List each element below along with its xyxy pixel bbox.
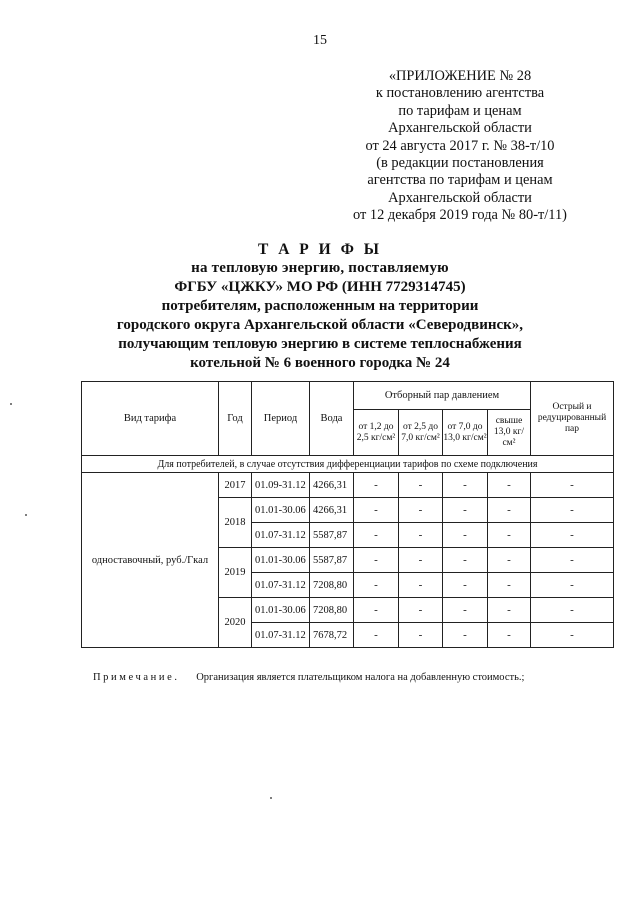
pressure-2-cell: - bbox=[399, 548, 443, 573]
note-label: Примечание. bbox=[93, 672, 180, 683]
reduced-steam-cell: - bbox=[531, 598, 614, 623]
pressure-3-cell: - bbox=[443, 473, 488, 498]
water-cell: 5587,87 bbox=[310, 548, 354, 573]
title-main: Т А Р И Ф Ы bbox=[258, 241, 382, 258]
period-cell: 01.07-31.12 bbox=[252, 523, 310, 548]
header-pressure-3: от 7,0 до 13,0 кг/см² bbox=[443, 410, 488, 456]
pressure-1-cell: - bbox=[354, 598, 399, 623]
pressure-1-cell: - bbox=[354, 473, 399, 498]
scan-speck bbox=[25, 514, 27, 516]
period-cell: 01.01-30.06 bbox=[252, 498, 310, 523]
period-cell: 01.01-30.06 bbox=[252, 598, 310, 623]
pressure-2-cell: - bbox=[399, 498, 443, 523]
tariff-table bbox=[81, 381, 614, 648]
reduced-steam-cell: - bbox=[531, 623, 614, 648]
header-year: Год bbox=[219, 382, 252, 456]
title-line: котельной № 6 военного городка № 24 bbox=[190, 355, 450, 371]
title-line: потребителям, расположенным на территории bbox=[161, 298, 479, 314]
period-cell: 01.09-31.12 bbox=[252, 473, 310, 498]
consumer-group-row: Для потребителей, в случае отсутствия дифференциации тарифов по схеме подключения bbox=[82, 456, 614, 473]
water-cell: 7208,80 bbox=[310, 598, 354, 623]
year-cell: 2018 bbox=[219, 498, 252, 548]
document-title bbox=[60, 240, 580, 373]
appendix-line: (в редакции постановления bbox=[376, 155, 544, 172]
period-cell: 01.01-30.06 bbox=[252, 548, 310, 573]
pressure-4-cell: - bbox=[488, 623, 531, 648]
appendix-line: Архангельской области bbox=[388, 189, 532, 206]
pressure-4-cell: - bbox=[488, 523, 531, 548]
pressure-1-cell: - bbox=[354, 523, 399, 548]
title-line: получающим тепловую энергию в системе теплоснабжения bbox=[118, 336, 522, 352]
year-cell: 2019 bbox=[219, 548, 252, 598]
header-tariff-type: Вид тарифа bbox=[82, 382, 219, 456]
pressure-3-cell: - bbox=[443, 573, 488, 598]
pressure-3-cell: - bbox=[443, 523, 488, 548]
appendix-header bbox=[330, 68, 590, 225]
header-reduced-steam: Острый и редуцированный пар bbox=[531, 382, 614, 456]
tariff-type-cell: одноставочный, руб./Гкал bbox=[82, 473, 219, 648]
year-cell: 2017 bbox=[219, 473, 252, 498]
pressure-3-cell: - bbox=[443, 598, 488, 623]
header-pressure-2: от 2,5 до 7,0 кг/см² bbox=[399, 410, 443, 456]
water-cell: 5587,87 bbox=[310, 523, 354, 548]
pressure-1-cell: - bbox=[354, 573, 399, 598]
reduced-steam-cell: - bbox=[531, 498, 614, 523]
scan-speck bbox=[10, 403, 12, 405]
water-cell: 4266,31 bbox=[310, 473, 354, 498]
pressure-4-cell: - bbox=[488, 573, 531, 598]
table-row bbox=[82, 473, 614, 498]
reduced-steam-cell: - bbox=[531, 473, 614, 498]
pressure-4-cell: - bbox=[488, 473, 531, 498]
title-line: ФГБУ «ЦЖКУ» МО РФ (ИНН 7729314745) bbox=[174, 279, 466, 295]
pressure-4-cell: - bbox=[488, 598, 531, 623]
footnote bbox=[93, 672, 524, 683]
pressure-4-cell: - bbox=[488, 548, 531, 573]
appendix-line: от 12 декабря 2019 года № 80-т/11) bbox=[353, 207, 567, 224]
appendix-line: по тарифам и ценам bbox=[398, 102, 522, 119]
reduced-steam-cell: - bbox=[531, 548, 614, 573]
year-cell: 2020 bbox=[219, 598, 252, 648]
water-cell: 4266,31 bbox=[310, 498, 354, 523]
reduced-steam-cell: - bbox=[531, 523, 614, 548]
header-steam-group: Отборный пар давлением bbox=[354, 382, 531, 410]
pressure-2-cell: - bbox=[399, 598, 443, 623]
water-cell: 7208,80 bbox=[310, 573, 354, 598]
pressure-1-cell: - bbox=[354, 623, 399, 648]
pressure-2-cell: - bbox=[399, 573, 443, 598]
appendix-line: к постановлению агентства bbox=[375, 85, 545, 102]
appendix-line: «ПРИЛОЖЕНИЕ № 28 bbox=[388, 68, 532, 84]
page-number: 15 bbox=[313, 33, 327, 48]
pressure-1-cell: - bbox=[354, 548, 399, 573]
pressure-2-cell: - bbox=[399, 623, 443, 648]
scan-speck bbox=[270, 797, 272, 799]
header-water: Вода bbox=[310, 382, 354, 456]
pressure-2-cell: - bbox=[399, 473, 443, 498]
title-line: на тепловую энергию, поставляемую bbox=[191, 260, 449, 276]
water-cell: 7678,72 bbox=[310, 623, 354, 648]
period-cell: 01.07-31.12 bbox=[252, 623, 310, 648]
reduced-steam-cell: - bbox=[531, 573, 614, 598]
period-cell: 01.07-31.12 bbox=[252, 573, 310, 598]
header-pressure-1: от 1,2 до 2,5 кг/см² bbox=[354, 410, 399, 456]
pressure-1-cell: - bbox=[354, 498, 399, 523]
note-text: Организация является плательщиком налога на добавленную стоимость.; bbox=[196, 672, 525, 683]
pressure-3-cell: - bbox=[443, 498, 488, 523]
appendix-line: Архангельской области bbox=[388, 120, 532, 137]
appendix-line: от 24 августа 2017 г. № 38-т/10 bbox=[365, 137, 555, 154]
appendix-line: агентства по тарифам и ценам bbox=[367, 172, 553, 189]
header-pressure-4: свыше 13,0 кг/см² bbox=[488, 410, 531, 456]
pressure-2-cell: - bbox=[399, 523, 443, 548]
header-period: Период bbox=[252, 382, 310, 456]
pressure-4-cell: - bbox=[488, 498, 531, 523]
pressure-3-cell: - bbox=[443, 548, 488, 573]
pressure-3-cell: - bbox=[443, 623, 488, 648]
title-line: городского округа Архангельской области «Северодвинск», bbox=[116, 317, 524, 333]
